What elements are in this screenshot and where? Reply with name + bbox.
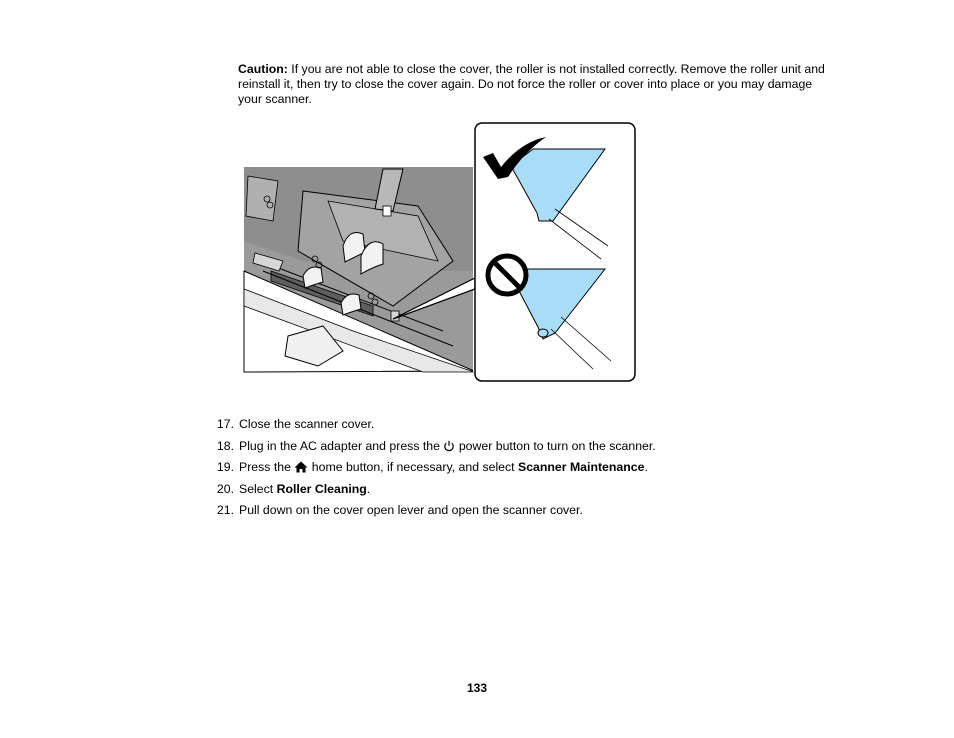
- scanner-interior-illustration: [244, 166, 474, 372]
- detail-callout-box: [475, 123, 635, 381]
- step-list: [212, 417, 812, 525]
- step-number: 20.: [216, 481, 234, 496]
- roller-installation-figure: [243, 121, 638, 384]
- step-text-part: Plug in the AC adapter and press the: [239, 438, 444, 453]
- home-icon: [294, 461, 308, 473]
- step-text: [239, 482, 370, 497]
- step-text: Pull down on the cover open lever and open the scanner cover.: [239, 503, 583, 517]
- step-text: Close the scanner cover.: [239, 417, 375, 431]
- step-number: 17.: [216, 417, 234, 431]
- step-17: [212, 417, 812, 432]
- step-text-part: Select: [239, 481, 277, 496]
- step-19: [212, 460, 812, 475]
- step-text: [239, 460, 648, 475]
- caution-note: [238, 62, 828, 107]
- step-text-part: .: [644, 460, 648, 474]
- step-number: 18.: [216, 438, 234, 453]
- step-text-part: home button, if necessary, and select: [308, 460, 518, 474]
- caution-text: If you are not able to close the cover, the roller is not installed correctly. Remove the roller unit and reinstall it, then try to close the cover again. Do not force the roller or cover into place or you may damage your scanner.: [238, 62, 825, 106]
- menu-item-scanner-maintenance: Scanner Maintenance: [518, 460, 645, 474]
- menu-item-roller-cleaning: Roller Cleaning: [276, 481, 367, 496]
- page-number: 133: [466, 681, 488, 695]
- step-21: [212, 503, 812, 518]
- step-number: 19.: [216, 460, 234, 474]
- step-text-part: power button to turn on the scanner.: [455, 438, 656, 453]
- step-number: 21.: [216, 503, 234, 517]
- power-icon: [443, 440, 455, 452]
- step-text: [239, 439, 656, 454]
- step-text-part: Press the: [239, 460, 295, 474]
- prohibited-icon: [488, 256, 526, 294]
- step-18: [212, 439, 812, 454]
- step-20: [212, 482, 812, 497]
- step-text-part: .: [366, 481, 371, 496]
- caution-label: Caution:: [238, 62, 288, 76]
